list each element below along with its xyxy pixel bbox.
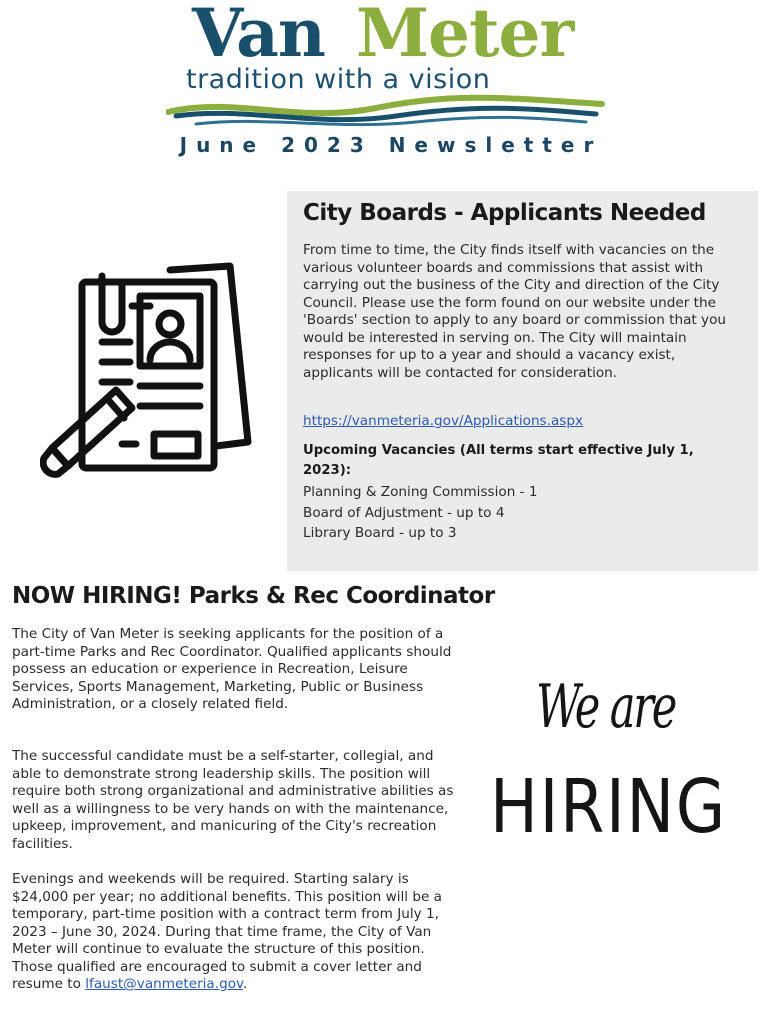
we-are-graphic-text: We are [536,672,676,742]
vacancy-item: Planning & Zoning Commission - 1 [303,484,538,500]
contact-email-link[interactable]: lfaust@vanmeteria.gov [85,976,244,992]
vacancies-heading: Upcoming Vacancies (All terms start effective July 1, 2023): [303,443,694,478]
vacancy-item: Board of Adjustment - up to 4 [303,504,505,521]
logo-van-text: Van [192,0,325,72]
vacancy-item: Library Board - up to 3 [303,525,457,541]
boards-section-title: City Boards - Applicants Needed [303,200,706,226]
hiring-section-title: NOW HIRING! Parks & Rec Coordinator [12,583,495,609]
boards-description: From time to time, the City finds itself with vacancies on the various volunteer boards and commissions that assist with carrying out the business of the City and direction of the City Council. Please use the form found on our website under the 'Boards' section to apply to any board or commission that you would be interested in serving on. The City will maintain responses for up to a year and should a vacancy exist, applicants will be contacted for consideration. [303,242,727,381]
applications-link[interactable]: https://vanmeteria.gov/Applications.aspx [303,413,584,429]
application-form-pencil-icon [40,262,260,482]
hiring-paragraph-2: The successful candidate must be a self-starter, collegial, and able to demonstrate strong leadership skills. The position will require both strong organizational and administrative abilities as well as a willingness to be very hands on with the maintenance, upkeep, improvement, and manicuring of the City's recreation facilities. [12,748,454,852]
hiring-paragraph-3-end: . [243,976,248,992]
logo-waves-icon [166,94,606,130]
logo-tagline: tradition with a vision [186,64,491,95]
vacancies-list [303,482,538,544]
hiring-paragraph-1: The City of Van Meter is seeking applicants for the position of a part-time Parks and Rec Coordinator. Qualified applicants should possess an education or experience in Recreation, Leisure Services, Sports Management, Marketing, Public or Business Administration, or a closely related field. [12,626,452,712]
logo-meter-text: Meter [356,0,574,72]
hiring-graphic-text: HIRING [490,764,727,850]
newsletter-issue-title: June 2023 Newsletter [179,133,603,157]
hiring-paragraph-3-text: Evenings and weekends will be required. Starting salary is $24,000 per year; no additional benefits. This position will be a temporary, part-time position with a contract term from July 1, 2023 – June 30, 2024. During that time frame, the City of Van Meter will continue to evaluate the structure of this position. Those qualified are encouraged to submit a cover letter and resume to [12,871,443,992]
hiring-paragraph-3 [12,871,462,994]
newsletter-header [0,0,770,170]
